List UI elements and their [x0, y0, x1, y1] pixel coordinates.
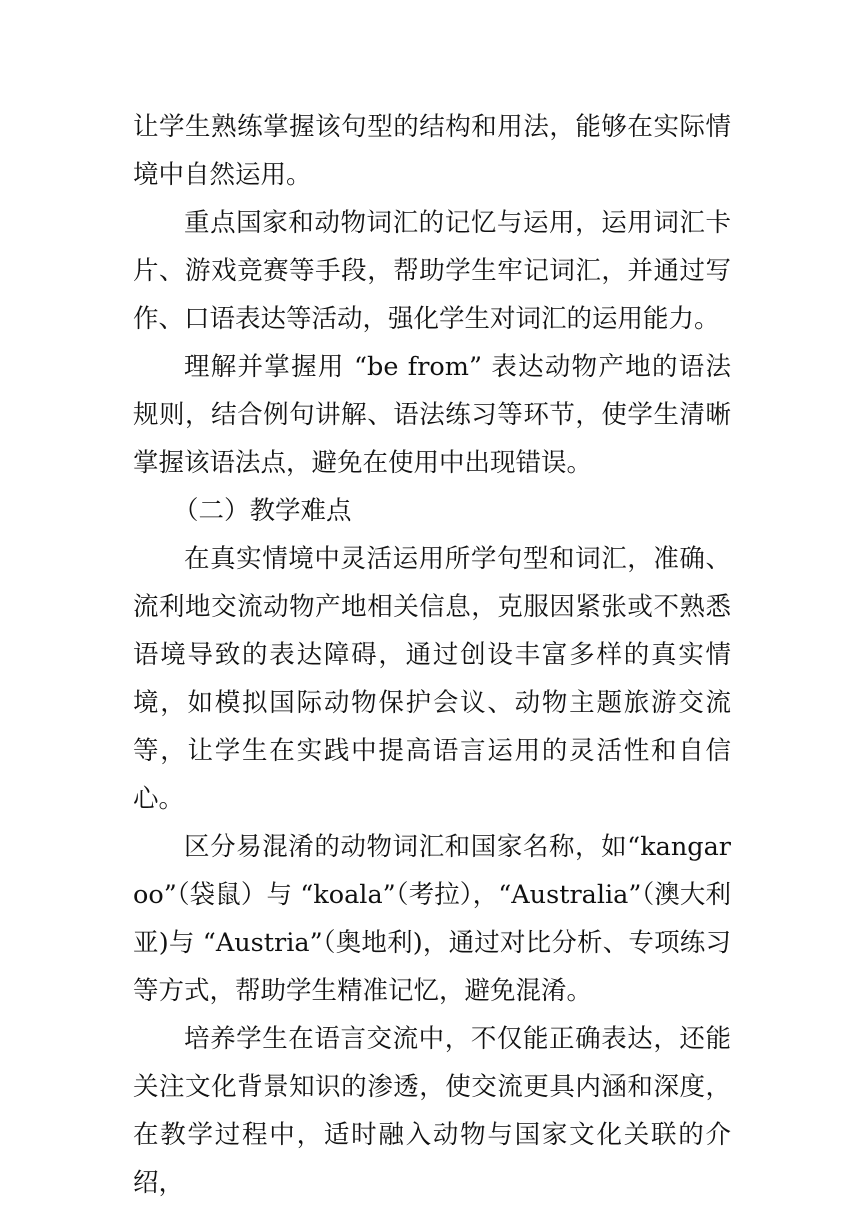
paragraph-key-vocabulary: 重点国家和动物词汇的记忆与运用，运用词汇卡片、游戏竞赛等手段，帮助学生牢记词汇，并通过写作、口语表达等活动，强化学生对词汇的运用能力。: [133, 208, 731, 334]
document-body: [133, 103, 731, 1207]
paragraph-grammar-rule: 理解并掌握用 “be from” 表达动物产地的语法规则，结合例句讲解、语法练习等环节，使学生清晰掌握该语法点，避免在使用中出现错误。: [133, 352, 731, 478]
paragraph-confusing-words: 区分易混淆的动物词汇和国家名称，如“kangaroo”（袋鼠）与 “koala”（考拉），“Australia”（澳大利亚)与 “Austria”（奥地利)，通过对比分析、专项练习等方式，帮助学生精准记忆，避免混淆。: [133, 832, 731, 1006]
paragraph-continued: 让学生熟练掌握该句型的结构和用法，能够在实际情境中自然运用。: [133, 112, 731, 190]
section-heading-teaching-difficulties: （二）教学难点: [173, 496, 352, 526]
paragraph-cultural-background: 培养学生在语言交流中，不仅能正确表达，还能关注文化背景知识的渗透，使交流更具内涵和深度，在教学过程中，适时融入动物与国家文化关联的介绍，: [133, 1024, 731, 1198]
paragraph-real-context-usage: 在真实情境中灵活运用所学句型和词汇，准确、流利地交流动物产地相关信息，克服因紧张或不熟悉语境导致的表达障碍，通过创设丰富多样的真实情境，如模拟国际动物保护会议、动物主题旅游交流等，让学生在实践中提高语言运用的灵活性和自信心。: [133, 544, 731, 814]
